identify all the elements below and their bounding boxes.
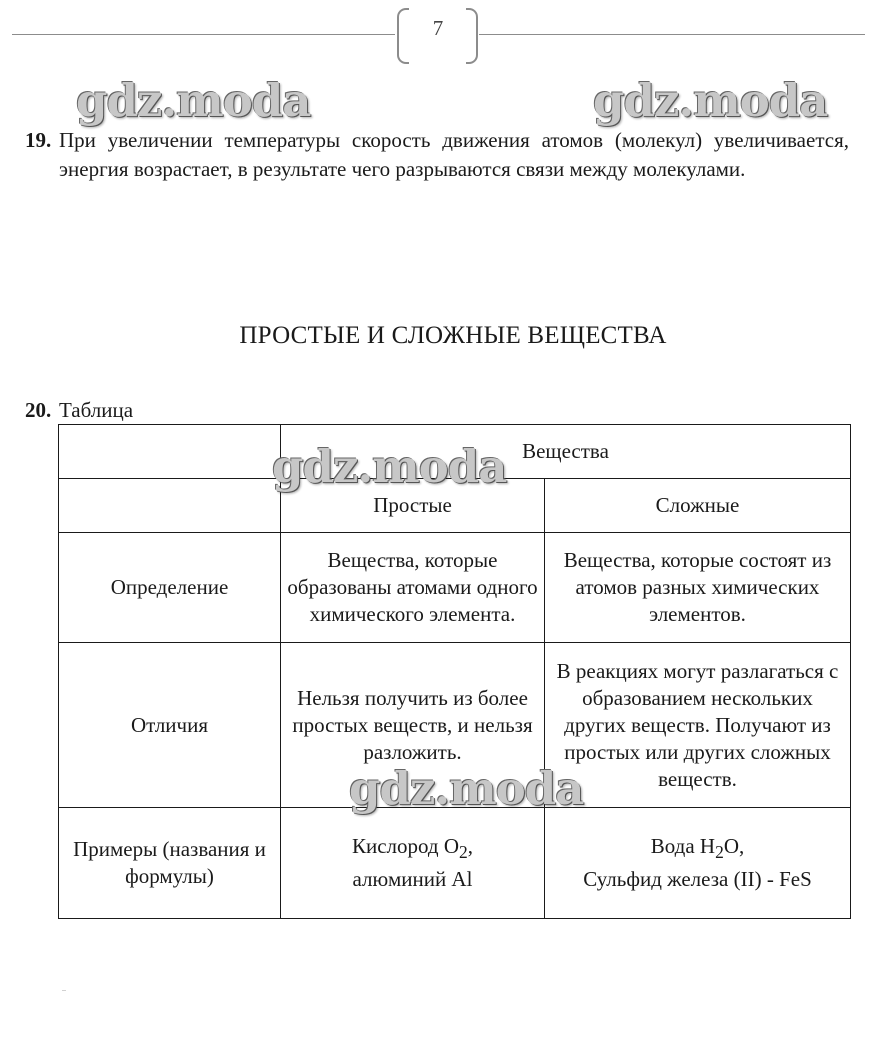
watermark: gdz.moda <box>349 762 584 815</box>
watermark: gdz.moda <box>76 74 311 127</box>
section-title: ПРОСТЫЕ И СЛОЖНЫЕ ВЕЩЕСТВА <box>239 322 667 349</box>
oxygen-subscript: 2 <box>459 842 468 863</box>
page-number: 7 <box>432 16 444 40</box>
examples-complex-cell <box>545 808 851 919</box>
definition-complex-cell: Вещества, которые состоят из атомов разных химических элементов. <box>545 533 851 643</box>
definition-simple-cell: Вещества, которые образованы атомами одного химического элемента. <box>281 533 545 643</box>
header-rule-right <box>479 34 865 35</box>
task-19-text: При увеличении температуры скорость движения атомов (молекул) увеличивается, энергия возрастает, в результате чего разрываются связи между молекулами. <box>59 128 849 181</box>
water-tail: O, <box>723 833 745 858</box>
corner-cell <box>59 425 281 479</box>
aluminium-text: алюминий Al <box>352 867 473 892</box>
footer-mark: .. <box>62 984 66 993</box>
table-row <box>59 533 851 643</box>
row-label-differences: Отличия <box>59 643 281 808</box>
watermark: gdz.moda <box>593 74 828 127</box>
page-number-bracket-right <box>466 8 478 64</box>
page-number-bracket-left <box>397 8 409 64</box>
watermark: gdz.moda <box>272 440 507 493</box>
task-19-number: 19. <box>25 128 52 152</box>
empty-label-cell <box>59 479 281 533</box>
oxygen-tail: , <box>467 833 474 858</box>
iron-sulfide-text: Сульфид железа (II) - FeS <box>583 867 812 892</box>
substances-table <box>58 424 851 919</box>
differences-complex-cell: В реакциях могут разлагаться с образованием нескольких других веществ. Получают из простых или других сложных веществ. <box>545 643 851 808</box>
examples-simple-cell <box>281 808 545 919</box>
water-subscript: 2 <box>715 842 724 863</box>
column-header-simple: Простые <box>281 479 545 533</box>
row-label-examples: Примеры (названия и формулы) <box>59 808 281 919</box>
header-rule-left <box>12 34 395 35</box>
row-label-definition: Определение <box>59 533 281 643</box>
oxygen-text: Кислород O <box>351 833 460 858</box>
task-20-number: 20. <box>25 398 52 422</box>
column-header-complex: Сложные <box>545 479 851 533</box>
differences-simple-cell: Нельзя получить из более простых веществ, и нельзя разложить. <box>281 643 545 808</box>
group-header-cell: Вещества <box>281 425 851 479</box>
water-text: Вода H <box>650 833 716 858</box>
task-20-caption: Таблица <box>59 398 134 422</box>
table-row <box>59 808 851 919</box>
